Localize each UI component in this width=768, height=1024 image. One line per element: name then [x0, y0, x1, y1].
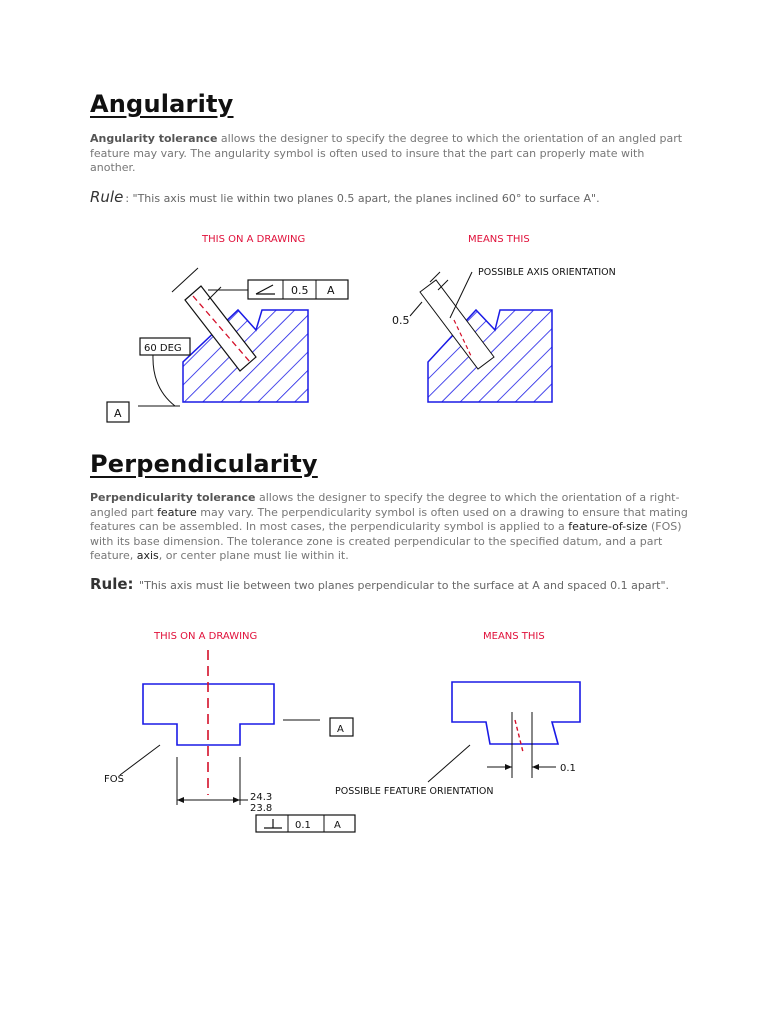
- axis-link[interactable]: axis: [136, 549, 159, 562]
- datum-label: A: [114, 407, 122, 420]
- frame-tolerance: 0.5: [291, 284, 309, 297]
- perpendicularity-paragraph: [90, 491, 690, 564]
- angularity-term: Angularity tolerance: [90, 132, 218, 145]
- rule-label: Rule: [90, 188, 124, 206]
- angularity-rule: [90, 188, 690, 206]
- para-text-a: allows the designer to specify the degree to which the orientation of a right-angled part: [90, 491, 680, 519]
- angularity-description: allows the designer to specify the degree to which the orientation of an angled part feature may vary. The angularity symbol is often used to insure that the part can properly mate with another.: [90, 132, 683, 174]
- perp-datum-label: A: [337, 724, 344, 735]
- perp-right-title: MEANS THIS: [483, 631, 545, 642]
- axis-note: POSSIBLE AXIS ORIENTATION: [478, 267, 616, 278]
- t-part-right: [452, 682, 580, 744]
- perp-frame-tol: 0.1: [295, 820, 311, 831]
- dim-upper: 24.3: [250, 792, 273, 803]
- perpendicularity-rule: [90, 577, 690, 593]
- perp-zone-label: 0.1: [560, 763, 576, 774]
- para-text-d: , or center plane must lie within it.: [158, 549, 349, 562]
- perpendicularity-figure: [90, 620, 690, 840]
- feature-note: POSSIBLE FEATURE ORIENTATION: [335, 786, 494, 797]
- perp-left-title: THIS ON A DRAWING: [154, 631, 258, 642]
- perpendicularity-heading: Perpendicularity: [90, 450, 318, 478]
- feature-of-size-link[interactable]: feature-of-size: [568, 520, 648, 533]
- angularity-heading: Angularity: [90, 90, 234, 118]
- angularity-paragraph: [90, 132, 690, 176]
- para-text-b: may vary. The perpendicularity symbol is often used on a drawing to ensure that mating features can be assembled. In most cases, the perpendicularity symbol is applied to a: [90, 505, 688, 533]
- perpendicularity-term: Perpendicularity tolerance: [90, 491, 256, 504]
- frame-datum: A: [327, 284, 335, 297]
- zone-label: 0.5: [392, 314, 410, 327]
- rule-label: Rule:: [90, 575, 134, 593]
- perp-frame-datum: A: [334, 820, 341, 831]
- dim-lower: 23.8: [250, 803, 273, 814]
- perpendicularity-control-frame: [256, 815, 355, 832]
- angularity-right-title: MEANS THIS: [468, 234, 530, 245]
- angle-label: 60 DEG: [144, 343, 182, 354]
- feature-link[interactable]: feature: [157, 505, 197, 519]
- para-text-c: (FOS) with its base dimension. The tolerance zone is created perpendicular to the specified datum, and a part feature,: [90, 520, 682, 562]
- angularity-left-title: THIS ON A DRAWING: [202, 234, 306, 245]
- rule-text: : "This axis must lie within two planes 0.5 apart, the planes inclined 60° to surface A".: [125, 192, 600, 205]
- angularity-figure: [90, 220, 690, 430]
- rule-text: "This axis must lie between two planes perpendicular to the surface at A and spaced 0.1 apart".: [135, 579, 670, 592]
- fos-label: FOS: [104, 774, 124, 785]
- angularity-control-frame: [208, 280, 348, 299]
